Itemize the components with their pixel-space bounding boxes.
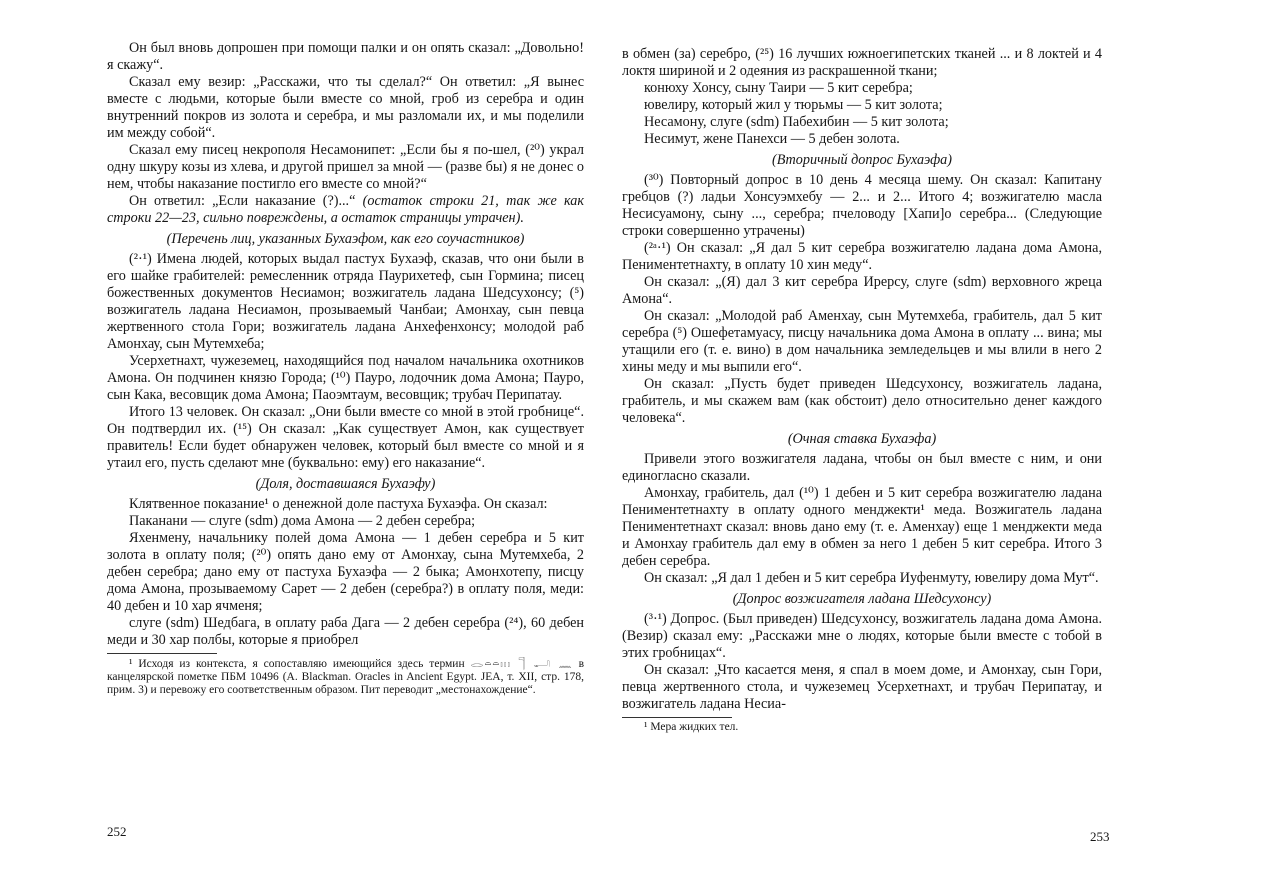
right-page xyxy=(622,46,1102,734)
paragraph: Усерхетнахт, чужеземец, находящийся под началом начальника охотников Амона. Он подчинен князю Города; (¹⁰) Пауро, лодочник дома Амона; Пауро, сын Кака, весовщик дома Амона; Паоэмтаум, весовщик; трубач Перипатау. xyxy=(107,353,584,403)
paragraph: Он сказал: „Что касается меня, я спал в моем доме, и Амонхау, сын Гори, певца жертвенного стола, и чужеземец Усерхетнахт, и трубач Перипатау, и возжигатель ладана Несиа- xyxy=(622,662,1102,712)
section-heading: (Перечень лиц, указанных Бухаэфом, как его соучастников) xyxy=(166,231,525,247)
editorial-note: (остаток строки 21, так же как строки 22—23, сильно повреждены, а остаток страницы утрачен). xyxy=(107,193,584,226)
hieroglyph-glyphs: 𓂋𓏏𓏏𓏥 𓊹 𓂝 𓈖 xyxy=(470,657,573,670)
list-item: ювелиру, который жил у тюрьмы — 5 кит золота; xyxy=(644,97,943,113)
paragraph: Яхенмену, начальнику полей дома Амона — 1 дебен серебра и 5 кит золота в оплату поля; (²⁰) опять дано ему от Амонхау, сына Мутемхеба, 2 дебен серебра; дано ему от пастуха Бухаэфа — 2 быка; Амонхотепу, писцу дома Амона, прозываемому Сарет — 2 дебен (серебра?) в оплату поля, меди: 40 дебен и 10 хар ячменя; xyxy=(107,530,584,614)
page-number: 252 xyxy=(107,824,127,839)
footnote-text: ¹ Исходя из контекста, я сопоставляю имеющийся здесь термин xyxy=(129,658,465,670)
paragraph: Он сказал: „Я дал 1 дебен и 5 кит серебра Иуфенмуту, ювелиру дома Мут“. xyxy=(644,570,1099,586)
paragraph xyxy=(107,193,584,227)
paragraph: Клятвенное показание¹ о денежной доле пастуха Бухаэфа. Он сказал: xyxy=(129,496,548,512)
paragraph: Привели этого возжигателя ладана, чтобы он был вместе с ним, и они единогласно сказали. xyxy=(622,451,1102,484)
paragraph: (²·¹) Имена людей, которых выдал пастух Бухаэф, сказав, что они были в его шайке грабителей: ремесленник отряда Паурихетеф, сын Гормина; писец божественных документов Несиамон; возжигатель ладана Шедсухонсу; (⁵) возжигатель ладана Несиамон, прозываемый Чанбаи; Амонхау, сын певца жертвенного стола Гори; возжигатель ладана Анхефенхонсу; молодой раб Амонхау, сын Мутемхеба; xyxy=(107,251,584,352)
left-page xyxy=(107,40,584,697)
section-heading: (Вторичный допрос Бухаэфа) xyxy=(771,152,952,168)
list-item: Несимут, жене Панехси — 5 дебен золота. xyxy=(644,131,900,147)
paragraph: (³⁰) Повторный допрос в 10 день 4 месяца шему. Он сказал: Капитану гребцов (?) ладьи Хонсуэмхебу — 2... и 2... Итого 4; возжигателю масла Несисуамону, сыну ..., серебра; пчеловоду [Хапи]о серебра... (Следующие строки совершенно утрачены) xyxy=(622,172,1102,239)
paragraph: Итого 13 человек. Он сказал: „Они были вместе со мной в этой гробнице“. Он подтвердил их. (¹⁵) Он сказал: „Как существует Амон, как существует правитель! Если будет обнаружен человек, который был вместе со мной и я утаил его, пусть сделают мне (буквально: ему) его наказание“. xyxy=(107,404,584,471)
paragraph: Он сказал: „Молодой раб Аменхау, сын Мутемхеба, грабитель, дал 5 кит серебра (⁵) Ошефетамуасу, писцу начальника дома Амона в оплату ... вина; мы утащили его (т. е. вино) в дом начальника земледельцев и мы влили в него 2 хины меду и мы выпили его“. xyxy=(622,308,1102,375)
footnote: ¹ Мера жидких тел. xyxy=(644,721,739,733)
section-heading: (Допрос возжигателя ладана Шедсухонсу) xyxy=(732,591,992,607)
footnote-text: в канцелярской пометке ПБМ 10496 (A. Blackman. Oracles in Ancient Egypt. JEA, т. XII, стр. 178, прим. 3) и перевожу его соответственным образом. Пит переводит „местонахождение“. xyxy=(107,658,585,696)
paragraph: (³·¹) Допрос. (Был приведен) Шедсухонсу, возжигатель ладана дома Амона. (Везир) сказал ему: „Расскажи мне о людях, которые были вместе с тобой в этих гробницах“. xyxy=(622,611,1102,661)
paragraph: Сказал ему писец некрополя Несамонипет: „Если бы я по-шел, (²⁰) украл одну шкуру козы из хлева, и другой пришел за мной — (разве бы) я не донес о нем, чтобы наказание постигло его вместе со мной?“ xyxy=(107,142,584,192)
paragraph: Он сказал: „Пусть будет приведен Шедсухонсу, возжигатель ладана, грабитель, и мы скажем вам (как обстоит) дело относительно денег каждого человека“. xyxy=(622,376,1102,426)
paragraph: в обмен (за) серебро, (²⁵) 16 лучших южноегипетских тканей ... и 8 локтей и 4 локтя шириной и 2 одеяния из раскрашенной ткани; xyxy=(622,46,1102,79)
page-number: 253 xyxy=(1090,829,1110,844)
paragraph: Сказал ему везир: „Расскажи, что ты сделал?“ Он ответил: „Я вынес вместе с людьми, которые были вместе со мной, гроб из серебра и один внутренний покров из золота и серебра, и мы разломали их, и мы поделили им между собой“. xyxy=(107,74,584,141)
footnote xyxy=(107,657,584,697)
list-item: Несамону, слуге (sdm) Пабехибин — 5 кит золота; xyxy=(644,114,949,130)
footnote-divider xyxy=(622,717,732,718)
paragraph: Амонхау, грабитель, дал (¹⁰) 1 дебен и 5 кит серебра возжигателю ладана Пениментетнахту в оплату одного менджекти¹ меда. Возжигатель ладана Пениментетнахт сказал: вновь дано ему (т. е. Аменхау) еще 1 менджекти меда и Амонхау грабитель дал ему в обмен за него 1 дебен 5 кит серебра. Итого 3 дебен серебра. xyxy=(622,485,1102,569)
quote-text: Он ответил: „Если наказание (?)...“ xyxy=(129,193,356,209)
paragraph: Он был вновь допрошен при помощи палки и он опять сказал: „Довольно! я скажу“. xyxy=(107,40,584,73)
paragraph: слуге (sdm) Шедбага, в оплату раба Дага — 2 дебен серебра (²⁴), 60 дебен меди и 30 хар полбы, которые я приобрел xyxy=(107,615,584,648)
section-heading: (Доля, доставшаяся Бухаэфу) xyxy=(255,476,436,492)
footnote-divider xyxy=(107,653,217,654)
paragraph: Паканани — слуге (sdm) дома Амона — 2 дебен серебра; xyxy=(129,513,476,529)
paragraph: Он сказал: „(Я) дал 3 кит серебра Иреpсу, слуге (sdm) верховного жреца Амона“. xyxy=(622,274,1102,307)
section-heading: (Очная ставка Бухаэфа) xyxy=(787,431,937,447)
paragraph: (²ᵃ·¹) Он сказал: „Я дал 5 кит серебра возжигателю ладана дома Амона, Пениментетнахту, в оплату 10 хин меду“. xyxy=(622,240,1102,273)
list-item: конюху Хонсу, сыну Таири — 5 кит серебра; xyxy=(644,80,913,96)
